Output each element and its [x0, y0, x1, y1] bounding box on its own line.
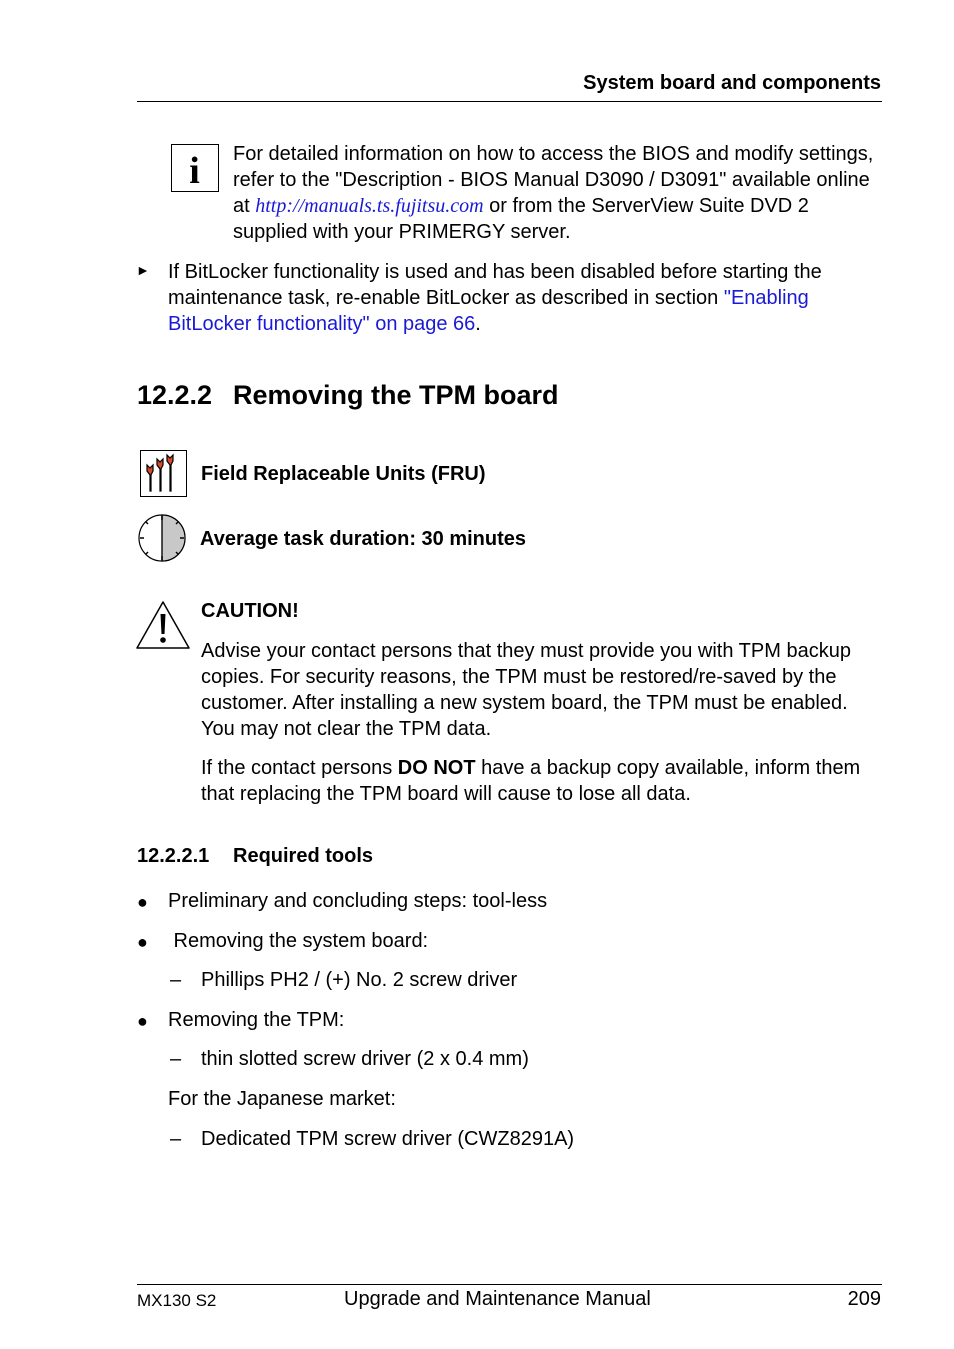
svg-text:i: i — [189, 150, 200, 190]
footer-page-number: 209 — [847, 1288, 881, 1310]
step-marker-icon: ► — [136, 262, 150, 278]
dash-icon: – — [170, 1048, 182, 1070]
footer-rule — [137, 1284, 882, 1285]
caution-paragraph-1: Advise your contact persons that they must provide you with TPM backup copies. For security reasons, the TPM must be restored/re-saved by the customer. After installing a new system board, the TPM must be enabled. You may not clear the TPM data. — [201, 640, 851, 740]
bullet-icon: ● — [137, 1011, 148, 1031]
fru-label: Field Replaceable Units (FRU) — [201, 463, 486, 485]
duration-label: Average task duration: 30 minutes — [200, 528, 527, 550]
step-text — [168, 259, 883, 337]
clock-icon — [138, 514, 188, 564]
footer-manual-title: Upgrade and Maintenance Manual — [344, 1288, 651, 1310]
subsection-title: Required tools — [233, 845, 374, 867]
warning-icon — [136, 600, 192, 652]
dash-icon: – — [170, 1128, 182, 1150]
step-text-end: . — [475, 313, 481, 335]
info-icon — [171, 144, 219, 192]
info-note-text — [233, 141, 883, 245]
japan-market-label: For the Japanese market: — [168, 1088, 396, 1110]
manuals-link[interactable]: http://manuals.ts.fujitsu.com — [255, 195, 484, 217]
bullet-icon: ● — [137, 892, 148, 912]
caution-title: CAUTION! — [201, 600, 299, 622]
tool-item-3: Removing the TPM: — [168, 1009, 345, 1031]
tool-item-3-sub: thin slotted screw driver (2 x 0.4 mm) — [201, 1048, 529, 1070]
section-heading — [137, 380, 559, 411]
bitlocker-section-link[interactable]: "Enabling BitLocker functionality" on page 66 — [168, 287, 809, 335]
tool-item-1: Preliminary and concluding steps: tool-less — [168, 890, 548, 912]
bullet-icon: ● — [137, 932, 148, 952]
subsection-number: 12.2.2.1 — [137, 845, 210, 867]
caution-p2-emphasis: DO NOT — [397, 757, 476, 779]
step-text-start: If BitLocker functionality is used and has been disabled before starting the maintenance task, re-enable BitLocker as described in section — [168, 261, 822, 309]
wrench-icon — [140, 450, 187, 497]
tool-item-2: Removing the system board: — [168, 930, 429, 952]
caution-p2-end: have a backup copy available, inform them that replacing the TPM board will cause to lose all data. — [201, 757, 861, 805]
footer-model: MX130 S2 — [137, 1291, 217, 1310]
header-rule — [137, 101, 882, 102]
subsection-heading — [137, 845, 373, 868]
dash-icon: – — [170, 969, 182, 991]
caution-p2-start: If the contact persons — [201, 757, 398, 779]
tool-item-2-sub: Phillips PH2 / (+) No. 2 screw driver — [201, 969, 518, 991]
section-number: 12.2.2 — [137, 380, 213, 410]
japan-market-sub: Dedicated TPM screw driver (CWZ8291A) — [201, 1128, 575, 1150]
info-note-text-start: For detailed information on how to access the BIOS and modify settings, refer to the "Description - BIOS Manual D3090 / D3091" available online at — [233, 143, 874, 217]
caution-paragraph-2 — [201, 755, 861, 807]
section-title: Removing the TPM board — [233, 380, 559, 410]
running-header: System board and components — [583, 72, 881, 94]
info-note-text-end: or from the ServerView Suite DVD 2 supplied with your PRIMERGY server. — [233, 195, 809, 243]
